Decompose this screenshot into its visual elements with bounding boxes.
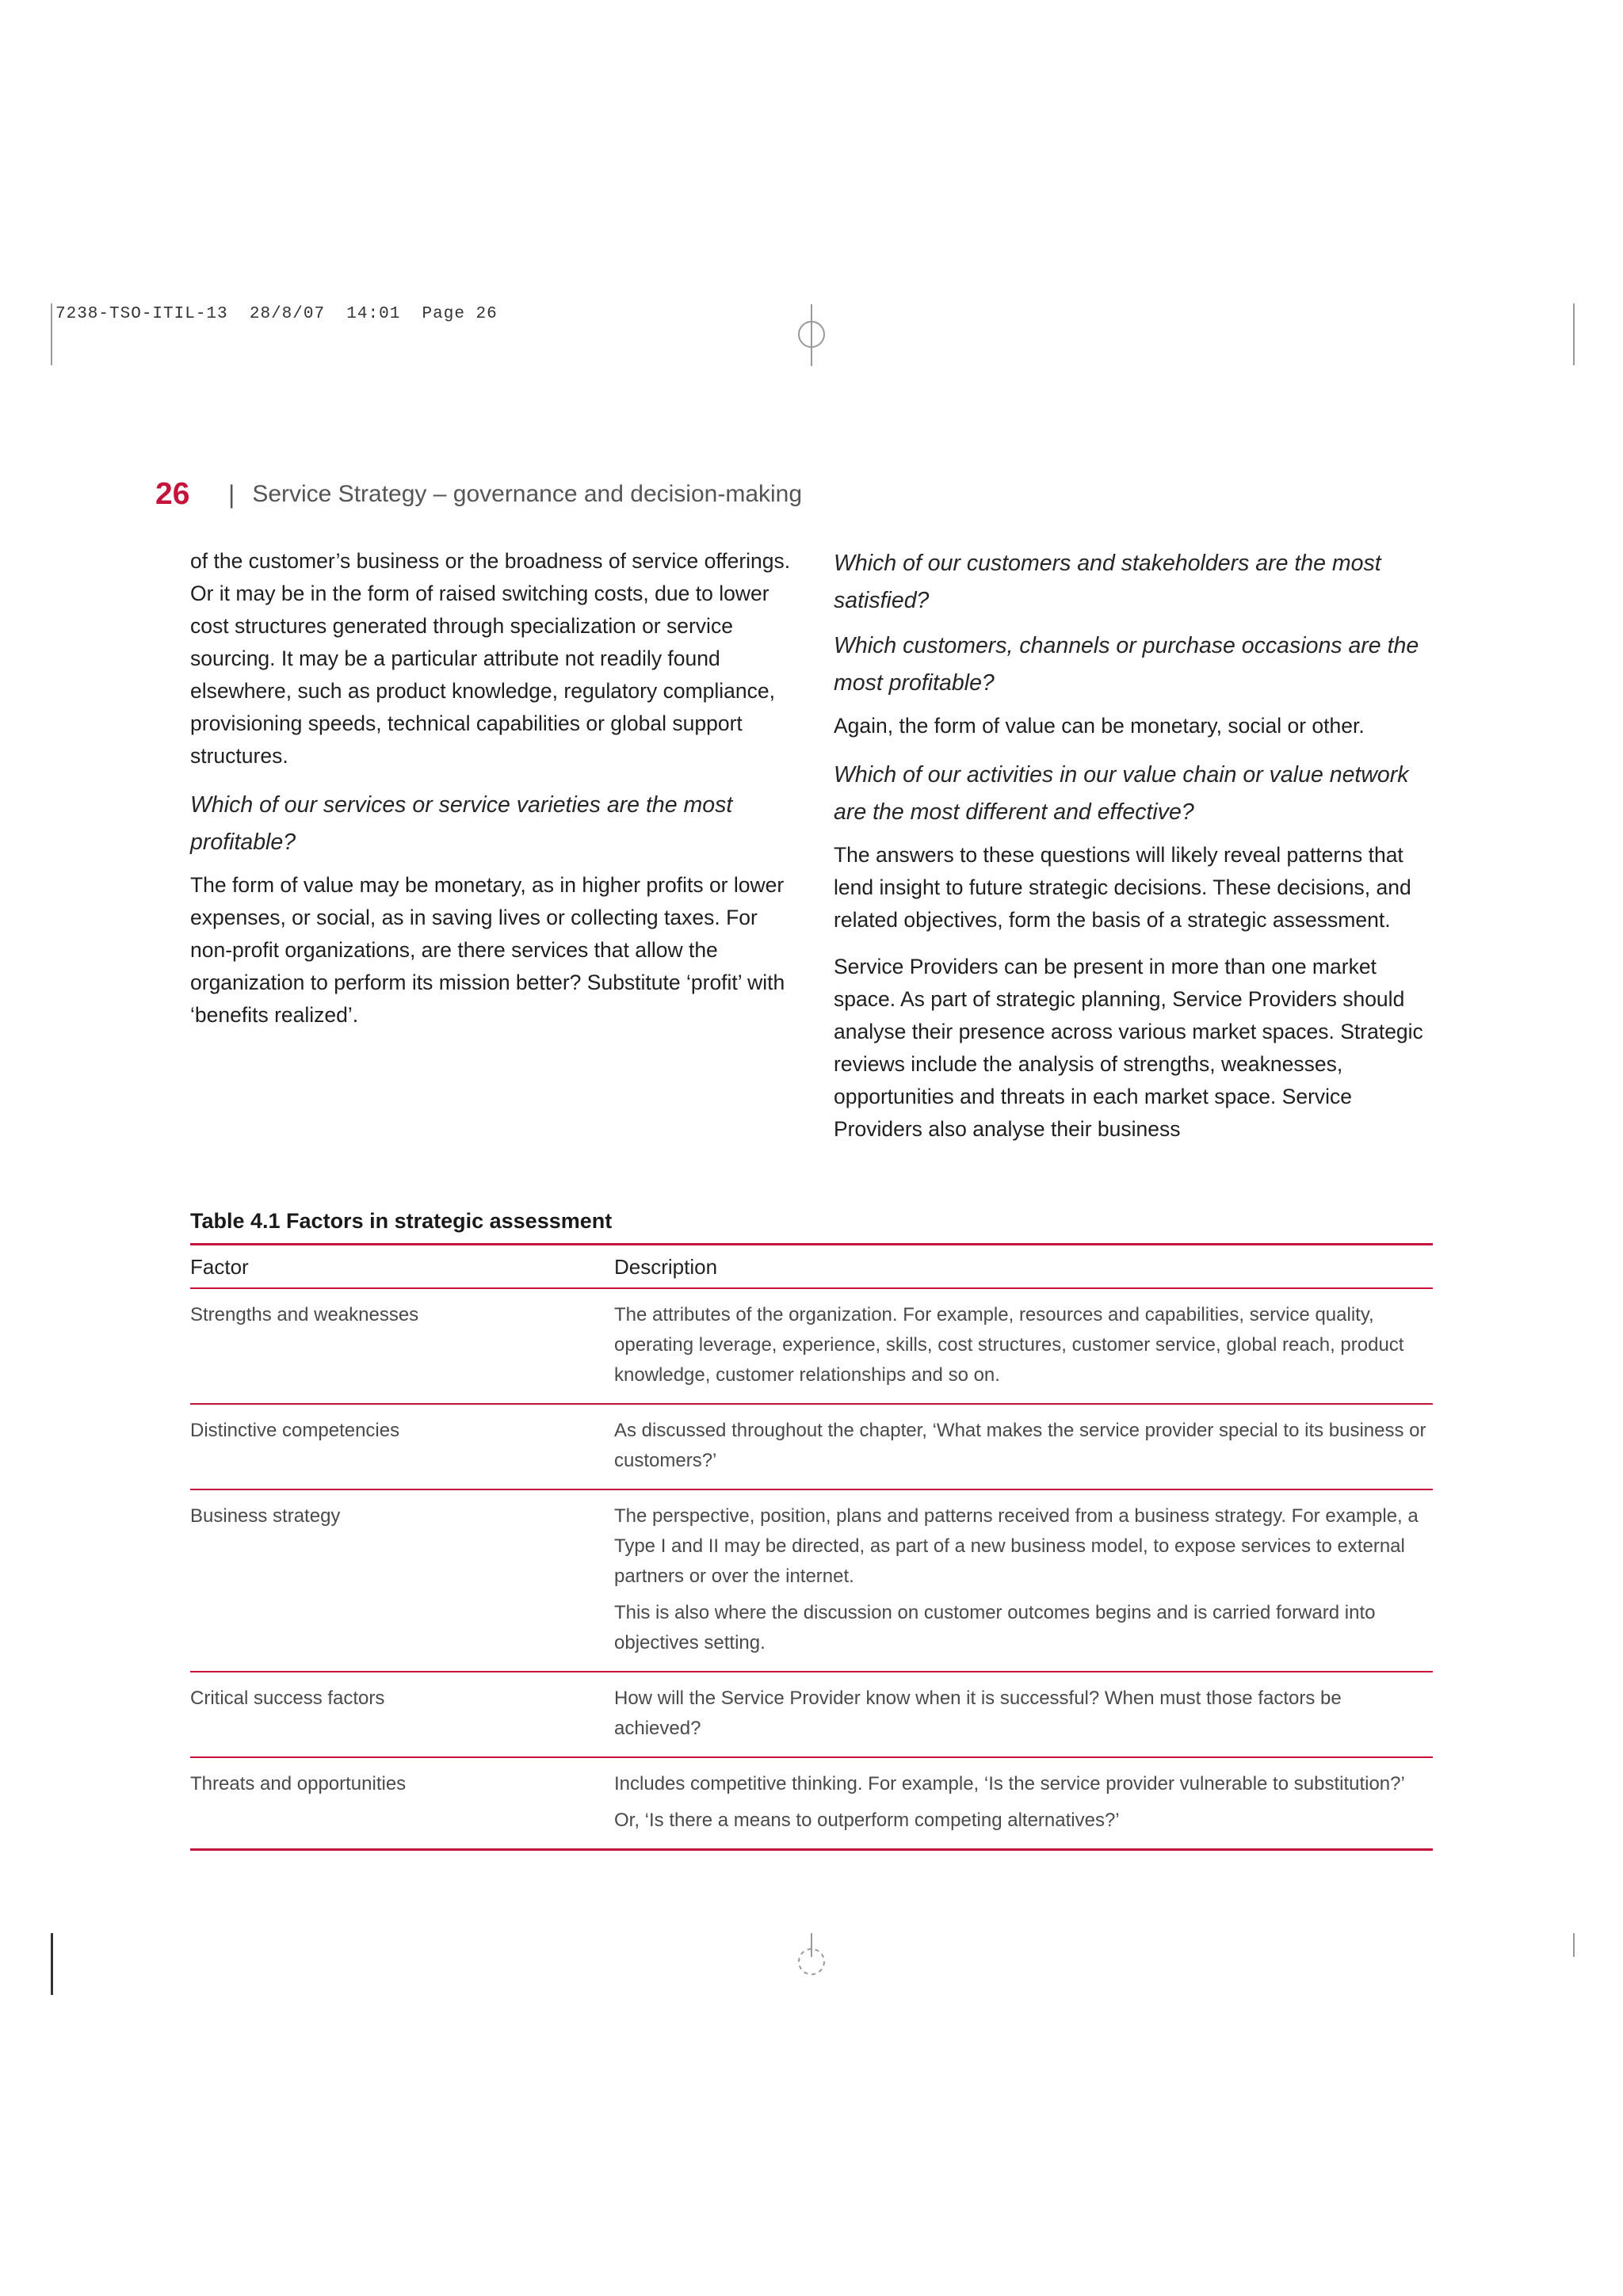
factors-table-section: [190, 1209, 1433, 1851]
table-row: [190, 1288, 1433, 1404]
right-paragraph-2: The answers to these questions will likely reveal patterns that lend insight to future strategic decisions. These decisions, and related objectives, form the basis of a strategic assessment.: [834, 843, 1411, 932]
crop-mark-top-right: [1573, 303, 1575, 365]
table-row: [190, 1757, 1433, 1850]
crop-mark-bottom-left: [51, 1933, 53, 1995]
left-column: [190, 545, 796, 1046]
factor-cell: Critical success factors: [190, 1672, 614, 1757]
registration-mark-top-icon: [796, 304, 827, 368]
page-number: 26: [155, 477, 190, 511]
description-cell: [614, 1757, 1433, 1850]
description-cell: [614, 1489, 1433, 1672]
description-text: This is also where the discussion on customer outcomes begins and is carried forward into objectives setting.: [614, 1602, 1376, 1653]
right-question-1: Which of our customers and stakeholders are the most satisfied?: [834, 551, 1381, 613]
right-paragraph-3: Service Providers can be present in more than one market space. As part of strategic planning, Service Providers should analyse their presence across various market spaces. Strategic reviews include the analysis of strengths, weaknesses, opportunities and threats in each market space. Service Providers also analyse their business: [834, 955, 1423, 1141]
table-header-factor: Factor: [190, 1245, 614, 1289]
description-text: The perspective, position, plans and patterns received from a business strategy. For example, a Type I and II may be directed, as part of a new business model, to expose services to external partners or over the internet.: [614, 1505, 1419, 1587]
factor-cell: Strengths and weaknesses: [190, 1288, 614, 1404]
description-text: Includes competitive thinking. For example, ‘Is the service provider vulnerable to substitution?’: [614, 1773, 1405, 1794]
slug-time: 14:01: [346, 305, 401, 323]
table-row: [190, 1404, 1433, 1489]
description-text: The attributes of the organization. For example, resources and capabilities, service quality, operating leverage, experience, skills, cost structures, customer service, global reach, product knowledge, customer relationships and so on.: [614, 1304, 1404, 1386]
factors-table: [190, 1243, 1433, 1851]
table-row: [190, 1489, 1433, 1672]
slug-page: Page 26: [422, 305, 498, 323]
description-text: As discussed throughout the chapter, ‘What makes the service provider special to its business or customers?’: [614, 1420, 1426, 1471]
running-head: [155, 472, 802, 517]
right-question-2: Which customers, channels or purchase occasions are the most profitable?: [834, 633, 1419, 696]
factor-cell: Distinctive competencies: [190, 1404, 614, 1489]
description-text: How will the Service Provider know when it is successful? When must those factors be achieved?: [614, 1688, 1342, 1739]
table-header-description: Description: [614, 1245, 1433, 1289]
table-header-row: [190, 1245, 1433, 1289]
slug-job: 7238-TSO-ITIL-13: [55, 305, 228, 323]
left-question-1: Which of our services or service varieties are the most profitable?: [190, 792, 733, 855]
print-slug: [55, 305, 498, 323]
running-head-separator: |: [228, 479, 235, 509]
table-row: [190, 1672, 1433, 1757]
crop-mark-bottom-right: [1573, 1933, 1575, 1957]
right-question-3: Which of our activities in our value chain or value network are the most different and effective?: [834, 762, 1409, 825]
table-caption: Table 4.1 Factors in strategic assessment: [190, 1209, 613, 1233]
description-cell: [614, 1672, 1433, 1757]
running-head-title: Service Strategy – governance and decision-making: [252, 481, 803, 507]
slug-date: 28/8/07: [249, 305, 326, 323]
crop-mark-top-left: [51, 303, 52, 365]
right-column: [834, 545, 1444, 1160]
left-paragraph-2: The form of value may be monetary, as in higher profits or lower expenses, or social, as in saving lives or collecting taxes. For non-profit organizations, are there services that allow the organization to perform its mission better? Substitute ‘profit’ with ‘benefits realized’.: [190, 873, 785, 1027]
factor-cell: Threats and opportunities: [190, 1773, 407, 1794]
description-cell: [614, 1288, 1433, 1404]
description-text: Or, ‘Is there a means to outperform competing alternatives?’: [614, 1810, 1120, 1831]
registration-mark-bottom-icon: [796, 1933, 827, 1981]
description-cell: [614, 1404, 1433, 1489]
right-paragraph-1: Again, the form of value can be monetary, social or other.: [834, 714, 1365, 738]
factor-cell: Business strategy: [190, 1489, 614, 1672]
left-paragraph-1: of the customer’s business or the broadness of service offerings. Or it may be in the form of raised switching costs, due to lower cost structures generated through specialization or service sourcing. It may be a particular attribute not readily found elsewhere, such as product knowledge, regulatory compliance, provisioning speeds, technical capabilities or global support structures.: [190, 549, 791, 768]
